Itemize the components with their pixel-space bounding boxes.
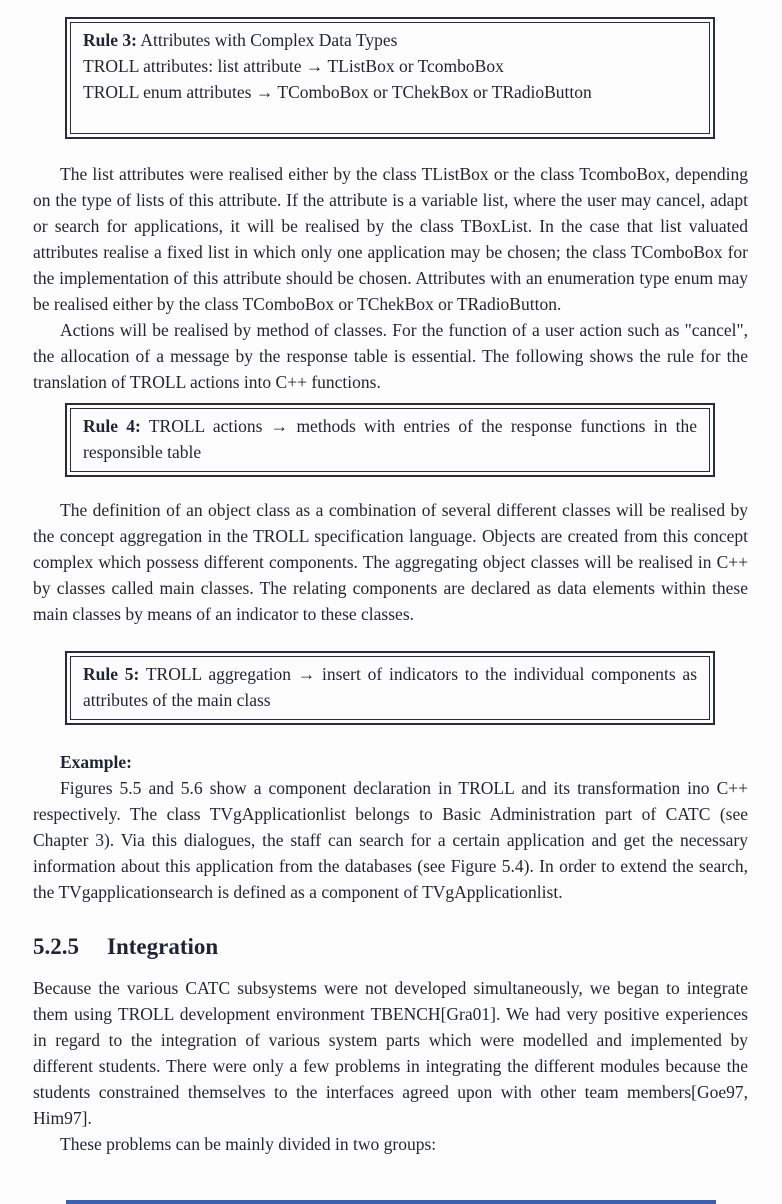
rule-4-line [83,413,697,465]
rule-3-label: Rule 3: [83,30,137,50]
paragraph-example: Figures 5.5 and 5.6 show a component declaration in TROLL and its transformation ino C++ respectively. The class TVgApplicationlist belongs to Basic Administration part of CATC (see Chapter 3). Via this dialogues, the staff can search for a certain application and get the necessary information about this application from the databases (see Figure 5.4). In order to extend the search, the TVgapplicationsearch is defined as a component of TVgApplicationlist. [33,778,748,902]
section-heading [33,933,748,961]
section-number: 5.2.5 [33,934,79,959]
rule-4-label: Rule 4: [83,416,141,436]
rule-5-box [65,651,715,725]
partial-next-box-top-border [66,1200,716,1204]
rule-4-box-inner [70,408,710,472]
rule-3-line-3: TROLL enum attributes → TComboBox or TChekBox or TRadioButton [83,82,592,102]
rule-3-box-inner [70,22,710,134]
rule-3-line-2: TROLL attributes: list attribute → TListBox or TcomboBox [83,56,504,76]
section-title: Integration [107,934,219,959]
rule-4-box [65,403,715,477]
rule-5-box-inner [70,656,710,720]
rule-5-label: Rule 5: [83,664,140,684]
rule-3-box [65,17,715,139]
rule-5-line [83,661,697,713]
paragraph-two-groups: These problems can be mainly divided in two groups: [60,1134,437,1154]
rule-5-text: TROLL aggregation → insert of indicators to the individual components as attributes of the main class [83,664,698,710]
paragraph-actions: Actions will be realised by method of classes. For the function of a user action such as "cancel", the allocation of a message by the response table is essential. The following shows the rule for the translation of TROLL actions into C++ functions. [33,320,748,392]
example-label: Example: [60,752,132,772]
rule-3-title-line [83,27,697,53]
paragraph-list-attributes: The list attributes were realised either by the class TListBox or the class TcomboBox, depending on the type of lists of this attribute. If the attribute is a variable list, where the user may cancel, adapt or search for applications, it will be realised by the class TBoxList. In the case that list valuated attributes realise a fixed list in which only one application may be chosen; the class TComboBox for the implementation of this attribute should be chosen. Attributes with an enumeration type enum may be realised either by the class TComboBox or TChekBox or TRadioButton. [33,164,748,314]
paragraph-integration: Because the various CATC subsystems were not developed simultaneously, we began to integrate them using TROLL development environment TBENCH[Gra01]. We had very positive experiences in regard to the integration of various system parts which were modelled and implemented by different students. There were only a few problems in integrating the different modules because the students constrained themselves to the interfaces agreed upon with other team members[Goe97, Him97]. [33,978,748,1128]
rule-3-title-text: Attributes with Complex Data Types [140,30,398,50]
rule-4-text: TROLL actions → methods with entries of the response functions in the responsible table [83,416,698,462]
paragraph-aggregation: The definition of an object class as a combination of several different classes will be realised by the concept aggregation in the TROLL specification language. Objects are created from this concept complex which possess different components. The aggregating object classes will be realised in C++ by classes called main classes. The relating components are declared as data elements within these main classes by means of an indicator to these classes. [33,500,748,624]
